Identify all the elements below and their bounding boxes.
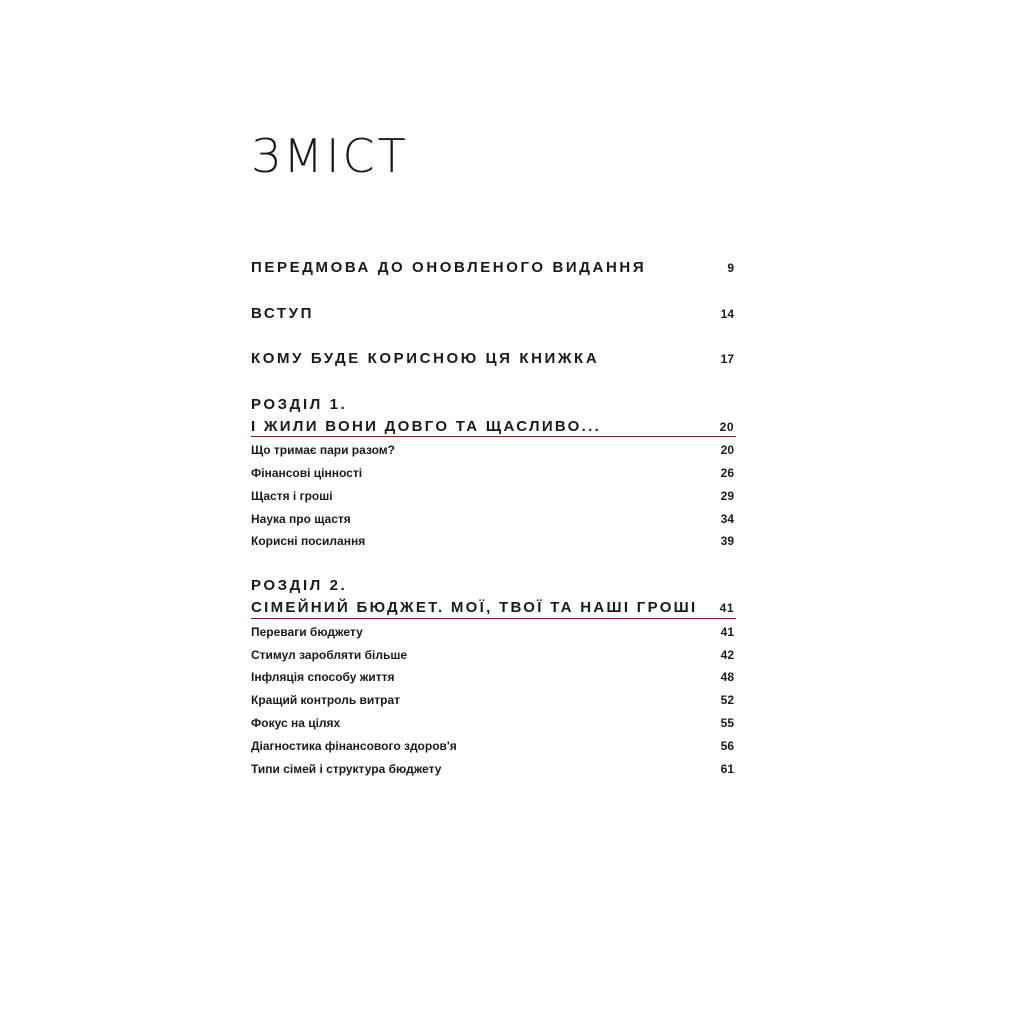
section-page: 41: [720, 625, 734, 639]
section-label: Фокус на цілях: [251, 716, 341, 730]
section-page: 56: [720, 739, 734, 753]
chapter-title: СІМЕЙНИЙ БЮДЖЕТ. МОЇ, ТВОЇ ТА НАШІ ГРОШІ: [251, 599, 698, 616]
toc-entry-page: 14: [720, 307, 734, 321]
chapter-page: 41: [719, 601, 734, 615]
chapter-1-divider: [251, 436, 736, 437]
chapter-2-title-entry[interactable]: [251, 598, 734, 618]
section-label: Інфляція способу життя: [251, 670, 395, 684]
section-page: 55: [720, 716, 734, 730]
section-entry[interactable]: [251, 691, 734, 709]
toc-entry-foreword[interactable]: [251, 258, 734, 278]
section-label: Корисні посилання: [251, 534, 366, 548]
section-page: 26: [720, 466, 734, 480]
section-page: 39: [720, 534, 734, 548]
toc-entry-audience[interactable]: [251, 349, 734, 369]
section-entry[interactable]: [251, 487, 734, 505]
section-entry[interactable]: [251, 441, 734, 459]
section-page: 34: [720, 512, 734, 526]
toc-entry-page: 17: [720, 352, 734, 366]
toc-entry-introduction[interactable]: [251, 304, 734, 324]
section-label: Кращий контроль витрат: [251, 693, 401, 707]
section-entry[interactable]: [251, 510, 734, 528]
section-entry[interactable]: [251, 532, 734, 550]
section-entry[interactable]: [251, 714, 734, 732]
toc-entry-label: ВСТУП: [251, 305, 314, 322]
section-label: Переваги бюджету: [251, 625, 363, 639]
chapter-title: І ЖИЛИ ВОНИ ДОВГО ТА ЩАСЛИВО...: [251, 418, 602, 435]
toc-entry-label: КОМУ БУДЕ КОРИСНОЮ ЦЯ КНИЖКА: [251, 350, 600, 367]
section-entry[interactable]: [251, 668, 734, 686]
chapter-page: 20: [719, 420, 734, 434]
section-label: Типи сімей і структура бюджету: [251, 762, 442, 776]
section-page: 48: [720, 670, 734, 684]
section-page: 20: [720, 443, 734, 457]
section-label: Стимул заробляти більше: [251, 648, 407, 662]
chapter-1-title-entry[interactable]: [251, 417, 734, 437]
section-label: Діагностика фінансового здоров'я: [251, 739, 457, 753]
section-page: 42: [720, 648, 734, 662]
section-label: Що тримає пари разом?: [251, 443, 395, 457]
page-title: ЗМІСТ: [251, 129, 409, 183]
section-entry[interactable]: [251, 464, 734, 482]
chapter-1-heading: РОЗДІЛ 1.: [251, 396, 348, 413]
section-entry[interactable]: [251, 737, 734, 755]
section-page: 61: [720, 762, 734, 776]
section-entry[interactable]: [251, 646, 734, 664]
section-entry[interactable]: [251, 623, 734, 641]
section-page: 29: [720, 489, 734, 503]
chapter-2-heading: РОЗДІЛ 2.: [251, 577, 348, 594]
section-label: Фінансові цінності: [251, 466, 363, 480]
chapter-2-divider: [251, 618, 736, 619]
toc-entry-label: ПЕРЕДМОВА ДО ОНОВЛЕНОГО ВИДАННЯ: [251, 259, 647, 276]
toc-entry-page: 9: [727, 261, 734, 275]
section-page: 52: [720, 693, 734, 707]
section-entry[interactable]: [251, 760, 734, 778]
section-label: Щастя і гроші: [251, 489, 333, 503]
section-label: Наука про щастя: [251, 512, 351, 526]
